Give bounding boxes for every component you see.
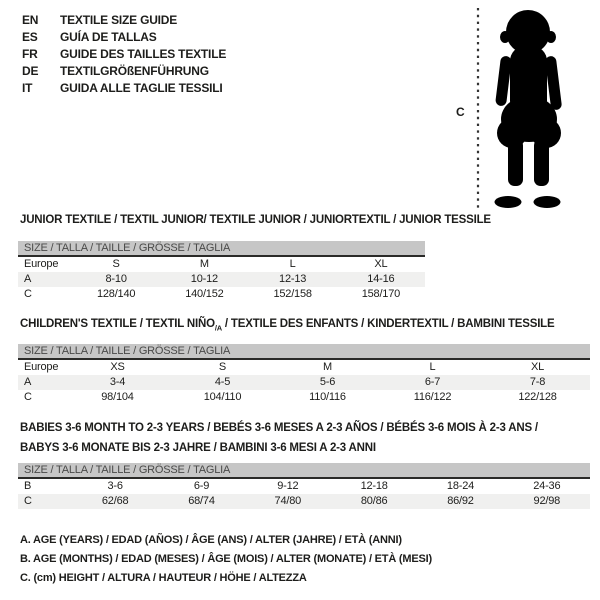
size-value-cell: 7-8 <box>529 376 546 388</box>
language-label: GUIDA ALLE TAGLIE TESSILI <box>60 81 223 95</box>
size-value-cell: 98/104 <box>101 391 134 403</box>
size-value-cell: 6-7 <box>424 376 441 388</box>
table-row <box>18 360 590 375</box>
title-part: / TEXTILE DES ENFANTS / KINDERTEXTIL / BAMBINI TESSILE <box>221 318 555 330</box>
height-measure-dotted-line <box>476 8 480 210</box>
size-value-cell: M <box>199 258 209 270</box>
size-value-cell: 68/74 <box>188 495 215 507</box>
table-row <box>18 494 590 509</box>
measurement-legend <box>20 531 432 588</box>
size-value-cell: XL <box>530 361 545 373</box>
size-value-cell: 140/152 <box>185 288 224 300</box>
language-list <box>22 12 226 97</box>
row-label: C <box>24 391 32 403</box>
size-value-cell: 80/86 <box>360 495 388 507</box>
figure-height-measure <box>450 5 580 215</box>
size-value-cell: 116/122 <box>413 391 452 403</box>
height-measure-label: C <box>456 105 465 119</box>
toddler-silhouette-icon <box>484 6 574 210</box>
size-value-cell: 122/128 <box>518 391 557 403</box>
babies-textile-table <box>18 463 590 509</box>
language-row <box>22 80 226 97</box>
size-value-cell: 3-6 <box>107 480 123 492</box>
title-part-subscript: /A <box>214 323 222 333</box>
size-header-bar: SIZE / TALLA / TAILLE / GRÖSSE / TAGLIA <box>18 241 425 255</box>
size-value-cell: 8-10 <box>105 273 127 285</box>
babies-title-line-2: BABYS 3-6 MONATE BIS 2-3 JAHRE / BAMBINI 3-6 MESI A 2-3 ANNI <box>20 442 376 454</box>
size-value-cell: 12-18 <box>360 480 388 492</box>
language-label: TEXTILE SIZE GUIDE <box>60 13 178 27</box>
language-label: GUIDE DES TAILLES TEXTILE <box>60 47 227 61</box>
table-row <box>18 375 590 390</box>
size-value-cell: L <box>289 258 296 270</box>
legend-line: B. AGE (MONTHS) / EDAD (MESES) / ÂGE (MOIS) / ALTER (MONATE) / ETÀ (MESI) <box>20 553 432 565</box>
row-label: C <box>24 288 32 300</box>
size-value-cell: 9-12 <box>277 480 299 492</box>
size-header-bar: SIZE / TALLA / TAILLE / GRÖSSE / TAGLIA <box>18 463 590 477</box>
row-label: A <box>24 376 32 388</box>
language-code: FR <box>22 47 38 61</box>
row-label: B <box>24 480 32 492</box>
language-row <box>22 12 226 29</box>
size-value-cell: 104/110 <box>203 391 242 403</box>
size-value-cell: 4-5 <box>214 376 231 388</box>
size-value-cell: S <box>112 258 120 270</box>
size-value-cell: 152/158 <box>273 288 312 300</box>
size-value-cell: 12-13 <box>279 273 307 285</box>
size-value-cell: 62/68 <box>101 495 129 507</box>
row-label: A <box>24 273 32 285</box>
size-value-cell: 18-24 <box>446 480 475 492</box>
size-value-cell: XS <box>110 361 125 373</box>
childrens-textile-table <box>18 344 590 405</box>
language-code: EN <box>22 13 39 27</box>
legend-line: C. (cm) HEIGHT / ALTURA / HAUTEUR / HÖHE / ALTEZZA <box>20 572 307 584</box>
table-row <box>18 287 425 302</box>
size-value-cell: XL <box>374 258 388 270</box>
size-value-cell: 110/116 <box>309 391 346 403</box>
size-value-cell: 128/140 <box>96 288 136 300</box>
row-label: Europe <box>24 258 59 270</box>
junior-textile-title: JUNIOR TEXTILE / TEXTIL JUNIOR/ TEXTILE JUNIOR / JUNIORTEXTIL / JUNIOR TESSILE <box>20 214 491 226</box>
size-value-cell: 158/170 <box>361 288 401 300</box>
size-value-cell: 10-12 <box>190 273 218 285</box>
size-header-bar: SIZE / TALLA / TAILLE / GRÖSSE / TAGLIA <box>18 344 590 358</box>
babies-title-line-1: BABIES 3-6 MONTH TO 2-3 YEARS / BEBÉS 3-6 MESES A 2-3 AÑOS / BÉBÉS 3-6 MOIS À 2-3 ANS / <box>20 422 538 434</box>
language-row <box>22 63 226 80</box>
size-value-cell: 5-6 <box>319 376 336 388</box>
language-label: GUÍA DE TALLAS <box>60 30 157 44</box>
size-value-cell: 24-36 <box>533 480 561 492</box>
language-code: DE <box>22 64 39 78</box>
language-row <box>22 46 226 63</box>
size-value-cell: M <box>323 361 332 373</box>
row-label: Europe <box>24 361 59 373</box>
row-label: C <box>24 495 32 507</box>
language-row <box>22 29 226 46</box>
size-value-cell: 86/92 <box>447 495 474 507</box>
size-value-cell: S <box>218 361 227 373</box>
size-value-cell: 92/98 <box>533 495 561 507</box>
childrens-textile-title <box>20 314 554 338</box>
size-value-cell: 3-4 <box>109 376 126 388</box>
table-row <box>18 257 425 272</box>
junior-textile-table <box>18 241 425 302</box>
size-value-cell: 74/80 <box>274 495 302 507</box>
language-code: IT <box>22 81 33 95</box>
language-code: ES <box>22 30 38 44</box>
size-value-cell: 14-16 <box>367 273 395 285</box>
title-part: CHILDREN'S TEXTILE / TEXTIL NIÑO <box>20 318 215 330</box>
size-value-cell: L <box>429 361 436 373</box>
table-row <box>18 390 590 405</box>
table-row <box>18 479 590 494</box>
table-row <box>18 272 425 287</box>
babies-textile-title <box>20 418 538 458</box>
legend-line: A. AGE (YEARS) / EDAD (AÑOS) / ÂGE (ANS) / ALTER (JAHRE) / ETÀ (ANNI) <box>20 534 402 546</box>
language-label: TEXTILGRÖßENFÜHRUNG <box>60 64 209 78</box>
size-value-cell: 6-9 <box>193 480 210 492</box>
